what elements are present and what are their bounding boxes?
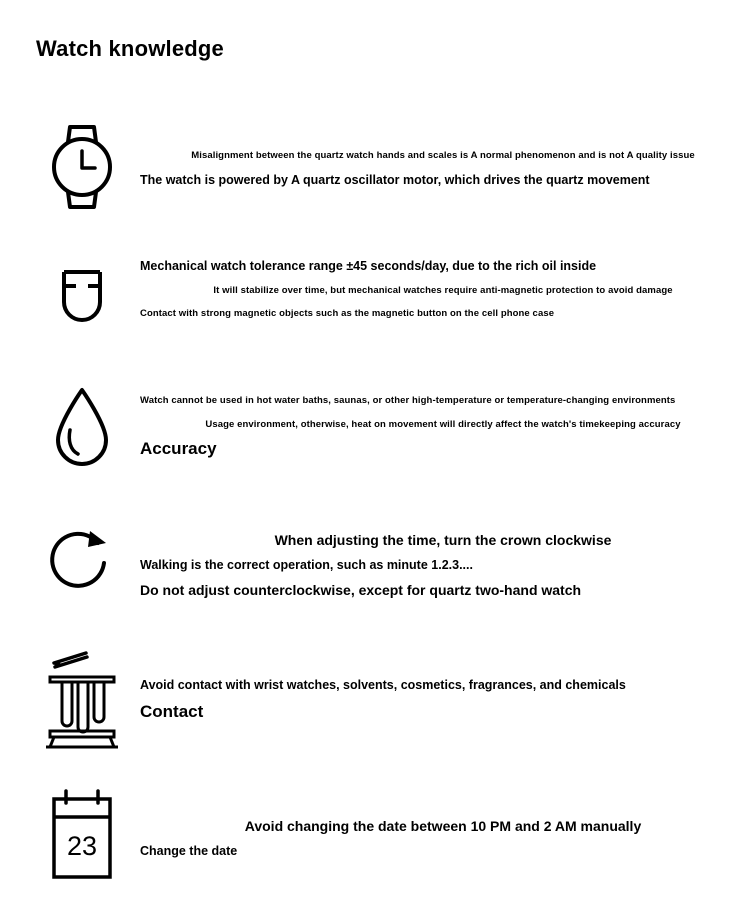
section-magnetic	[0, 245, 750, 350]
water-drop-icon	[36, 375, 128, 480]
text-line: Walking is the correct operation, such as minute 1.2.3....	[140, 558, 473, 572]
section-quartz	[0, 110, 750, 220]
text-line: Change the date	[140, 844, 238, 858]
section-crown-text	[140, 532, 746, 598]
section-crown	[0, 510, 750, 620]
section-magnetic-text	[140, 259, 746, 319]
text-line: Contact with strong magnetic objects such as the magnetic button on the cell phone case	[140, 308, 555, 319]
text-line: Contact	[140, 702, 204, 721]
calendar-icon	[36, 780, 128, 895]
text-line: Avoid contact with wrist watches, solvents, cosmetics, fragrances, and chemicals	[140, 678, 626, 692]
calendar-day: 23	[66, 830, 98, 861]
text-line: Watch cannot be used in hot water baths, saunas, or other high-temperature or temperature-changing environments	[140, 395, 676, 406]
magnet-icon	[36, 245, 128, 350]
text-line: Accuracy	[140, 439, 217, 458]
section-date	[0, 780, 750, 895]
text-line: The watch is powered by A quartz oscillator motor, which drives the quartz movement	[140, 173, 650, 187]
section-quartz-text	[140, 150, 746, 187]
text-line: When adjusting the time, turn the crown clockwise	[274, 532, 612, 548]
text-line: It will stabilize over time, but mechanical watches require anti-magnetic protection to avoid damage	[213, 285, 673, 296]
section-date-text	[140, 818, 746, 858]
text-line: Avoid changing the date between 10 PM and 2 AM manually	[244, 818, 642, 834]
page-title: Watch knowledge	[36, 36, 224, 61]
section-water-text	[140, 395, 746, 459]
test-tube-rack-icon	[36, 640, 128, 760]
text-line: Usage environment, otherwise, heat on movement will directly affect the watch's timekeeping accuracy	[205, 419, 681, 430]
clockwise-arrow-icon	[36, 510, 128, 620]
section-water	[0, 375, 750, 480]
text-line: Do not adjust counterclockwise, except for quartz two-hand watch	[140, 582, 582, 598]
section-chemical	[0, 640, 750, 760]
text-line: Misalignment between the quartz watch hands and scales is A normal phenomenon and is not A quality issue	[191, 150, 695, 161]
section-chemical-text	[140, 678, 746, 722]
watch-icon	[36, 110, 128, 220]
text-line: Mechanical watch tolerance range ±45 seconds/day, due to the rich oil inside	[140, 259, 597, 273]
